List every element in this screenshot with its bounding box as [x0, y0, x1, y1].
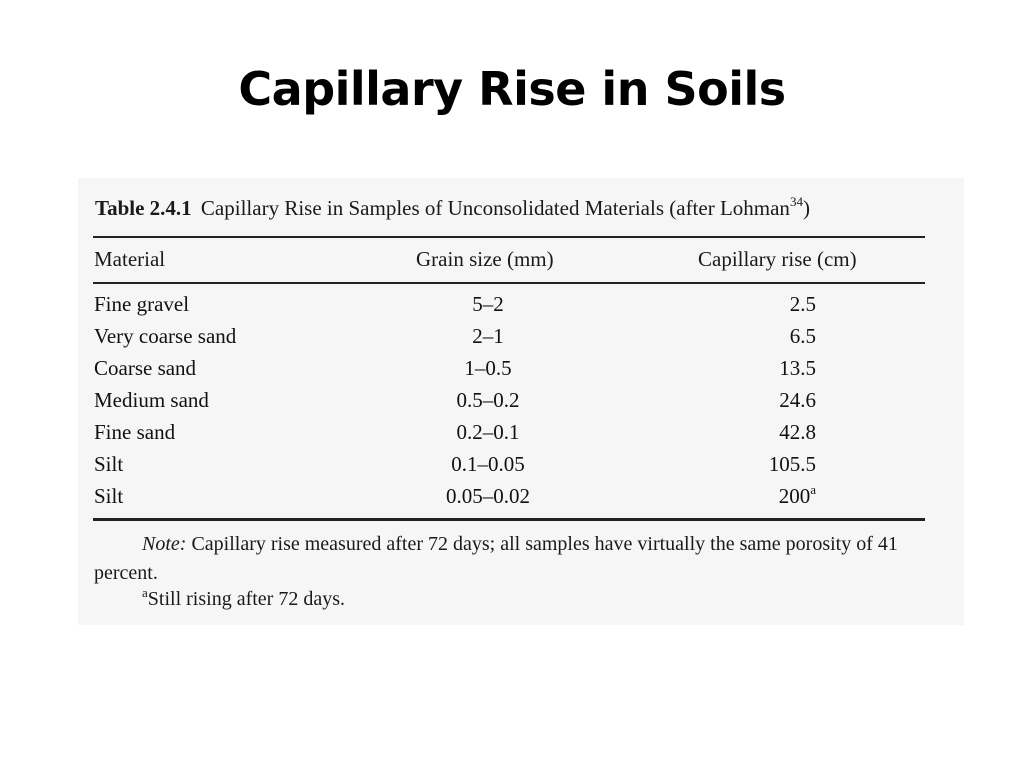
- cell-capillary-rise: [718, 452, 816, 477]
- table-bottom-rule: [93, 518, 925, 521]
- table-note-paragraph: [94, 530, 924, 588]
- table-footnote-mark: a: [142, 585, 148, 600]
- table-body: [78, 292, 964, 516]
- cell-grain-size: 0.1–0.05: [451, 452, 525, 476]
- cell-capillary-rise-value: 105.5: [768, 452, 816, 476]
- table-row: [78, 452, 964, 484]
- table-note-label: Note:: [142, 533, 187, 555]
- table-caption: [95, 196, 810, 221]
- cell-capillary-rise: [718, 292, 816, 317]
- table-footnote-text: Still rising after 72 days.: [147, 588, 345, 610]
- cell-material: Silt: [94, 484, 124, 508]
- table-caption-text: Capillary Rise in Samples of Unconsolidated Materials (after Lohman: [200, 196, 790, 220]
- cell-material: Very coarse sand: [94, 324, 237, 348]
- cell-capillary-rise: [718, 484, 816, 509]
- table-header-rule: [93, 282, 925, 284]
- table-row: [78, 484, 964, 516]
- cell-capillary-rise: [718, 324, 816, 349]
- cell-capillary-rise: [718, 356, 816, 381]
- header-material: Material: [94, 247, 166, 271]
- cell-capillary-rise-value: 200: [778, 484, 811, 508]
- table-row: [78, 356, 964, 388]
- cell-material: Silt: [94, 452, 124, 476]
- cell-capillary-rise-value: 24.6: [779, 388, 816, 412]
- table-figure: [78, 178, 964, 625]
- table-footnote: [142, 585, 345, 611]
- cell-grain-size: 2–1: [472, 324, 504, 348]
- table-caption-label: Table 2.4.1: [95, 196, 192, 220]
- table-note-text: Capillary rise measured after 72 days; all samples have virtually the same porosity of 41 percent.: [94, 533, 898, 584]
- table-row: [78, 388, 964, 420]
- cell-material: Fine gravel: [94, 292, 190, 316]
- table-row: [78, 420, 964, 452]
- table-top-rule: [93, 236, 925, 238]
- cell-capillary-rise-value: 6.5: [789, 324, 816, 348]
- cell-grain-size: 0.05–0.02: [446, 484, 530, 508]
- cell-grain-size: 1–0.5: [464, 356, 512, 380]
- header-grain-size: Grain size (mm): [416, 247, 554, 271]
- slide-title: Capillary Rise in Soils: [238, 62, 786, 116]
- cell-footnote-mark: a: [810, 482, 816, 497]
- cell-material: Coarse sand: [94, 356, 197, 380]
- cell-capillary-rise-value: 13.5: [779, 356, 816, 380]
- table-caption-close: ): [802, 196, 810, 220]
- cell-material: Fine sand: [94, 420, 176, 444]
- header-capillary-rise: Capillary rise (cm): [698, 247, 857, 271]
- cell-grain-size: 0.5–0.2: [456, 388, 520, 412]
- table-row: [78, 292, 964, 324]
- table-row: [78, 324, 964, 356]
- cell-grain-size: 0.2–0.1: [456, 420, 520, 444]
- cell-capillary-rise: [718, 388, 816, 413]
- table-note: [94, 530, 924, 588]
- cell-material: Medium sand: [94, 388, 209, 412]
- cell-capillary-rise-value: 2.5: [789, 292, 816, 316]
- cell-capillary-rise-value: 42.8: [779, 420, 816, 444]
- cell-capillary-rise: [718, 420, 816, 445]
- table-caption-reference: 34: [789, 194, 803, 209]
- cell-grain-size: 5–2: [472, 292, 504, 316]
